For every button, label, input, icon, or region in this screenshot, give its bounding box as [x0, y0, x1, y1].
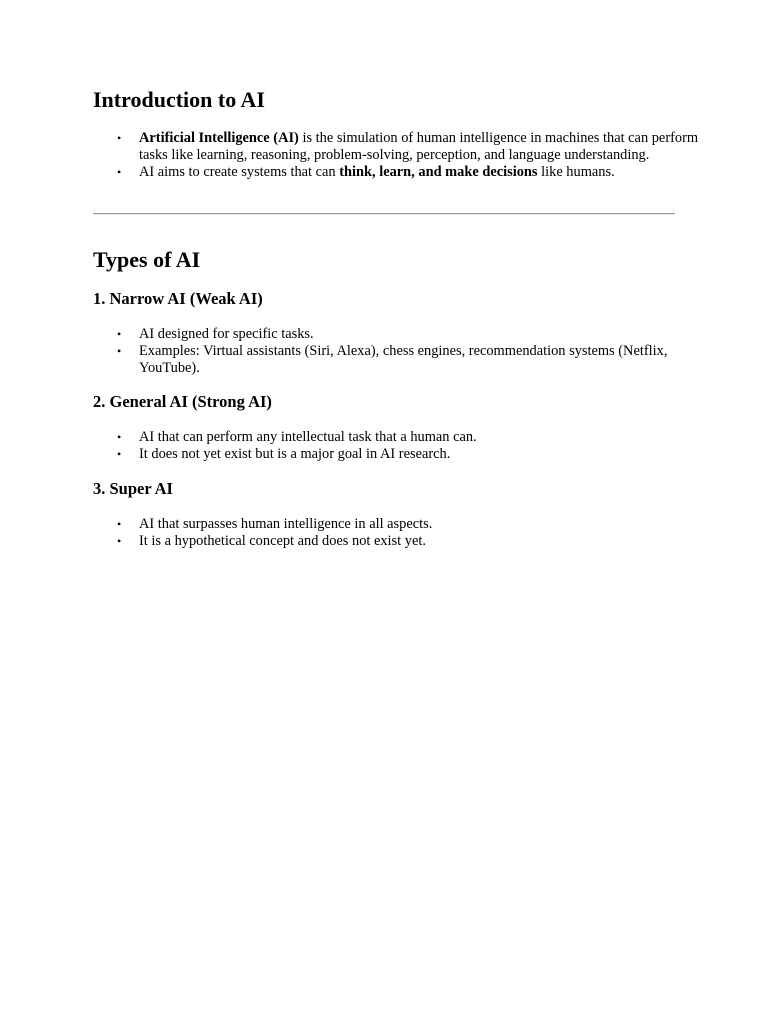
list-item: [117, 429, 699, 446]
narrow-ai-heading: 1. Narrow AI (Weak AI): [93, 289, 263, 308]
bullet-icon: •: [117, 343, 122, 358]
super-ai-list: [93, 516, 699, 550]
item-text: AI aims to create systems that can: [139, 163, 340, 180]
types-heading: Types of AI: [93, 247, 201, 272]
bullet-icon: •: [117, 327, 122, 341]
bullet-icon: •: [117, 430, 122, 444]
list-item: [117, 130, 699, 164]
list-item: [117, 163, 699, 181]
item-text: AI designed for specific tasks.: [139, 326, 314, 342]
super-ai-heading: 3. Super AI: [93, 479, 173, 498]
list-item: [117, 342, 699, 377]
bullet-icon: •: [117, 446, 122, 461]
list-item: [117, 532, 699, 550]
bold-term: Artificial Intelligence (AI): [139, 130, 299, 146]
list-item: [117, 326, 699, 343]
intro-heading: Introduction to AI: [93, 87, 265, 112]
bullet-icon: •: [117, 131, 122, 145]
bullet-icon: •: [117, 164, 122, 179]
item-text: It does not yet exist but is a major goal in AI research.: [139, 445, 451, 462]
narrow-ai-list: [93, 326, 699, 376]
intro-list: [93, 130, 699, 180]
item-text: Examples: Virtual assistants (Siri, Alexa), chess engines, recommendation systems (Netflix, YouTube).: [139, 342, 668, 376]
item-text: AI that surpasses human intelligence in all aspects.: [139, 516, 433, 532]
general-ai-heading: 2. General AI (Strong AI): [93, 392, 272, 411]
list-item: [117, 445, 699, 463]
bullet-icon: •: [117, 533, 122, 548]
bullet-icon: •: [117, 517, 122, 531]
horizontal-rule: [93, 213, 675, 215]
item-text: It is a hypothetical concept and does not exist yet.: [139, 532, 426, 549]
item-text: is the simulation of human intelligence in machines that can perform tasks like learning, reasoning, problem-solving, perception, and language understanding.: [139, 130, 699, 163]
item-text: AI that can perform any intellectual task that a human can.: [139, 429, 477, 445]
general-ai-list: [93, 429, 699, 463]
bold-term: think, learn, and make decisions: [339, 163, 538, 180]
list-item: [117, 516, 699, 533]
item-text: like humans.: [537, 163, 615, 180]
